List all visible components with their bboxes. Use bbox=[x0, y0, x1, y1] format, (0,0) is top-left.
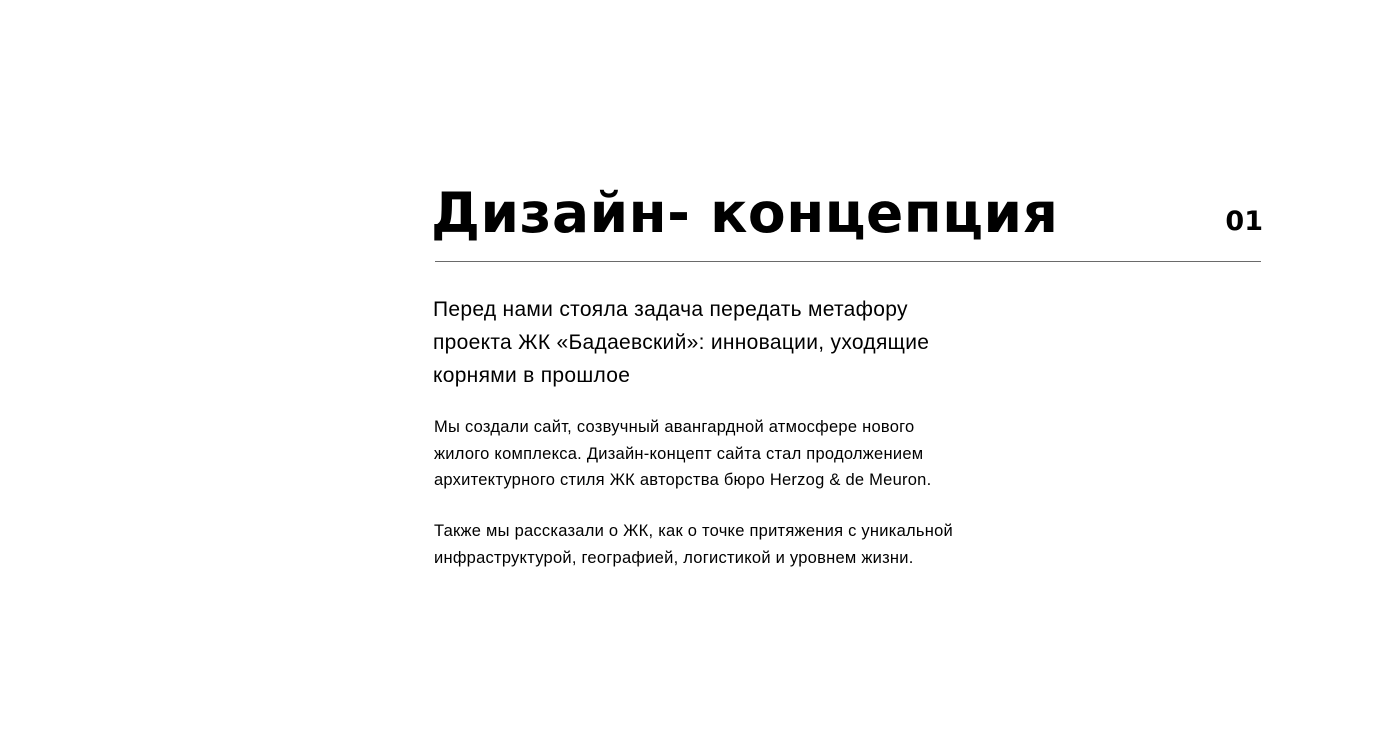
paragraph-line: Также мы рассказали о ЖК, как о точке притяжения с уникальной bbox=[434, 522, 953, 540]
paragraph-line: архитектурного стиля ЖК авторства бюро Herzog & de Meuron. bbox=[434, 471, 932, 489]
lead-line: корнями в прошлое bbox=[433, 364, 631, 387]
lead-line: Перед нами стояла задача передать метафору bbox=[433, 298, 908, 321]
title-divider bbox=[435, 261, 1261, 262]
design-concept-section bbox=[433, 0, 1263, 733]
lead-paragraph bbox=[433, 293, 993, 392]
paragraph-line: жилого комплекса. Дизайн-концепт сайта стал продолжением bbox=[434, 444, 924, 463]
section-title: Дизайн- концепция bbox=[431, 181, 1059, 245]
section-number: 01 bbox=[1225, 206, 1263, 237]
paragraph-line: инфраструктурой, географией, логистикой и уровнем жизни. bbox=[434, 548, 914, 567]
body-paragraph-1 bbox=[434, 414, 994, 494]
body-paragraph-2 bbox=[434, 518, 994, 571]
paragraph-line: Мы создали сайт, созвучный авангардной атмосфере нового bbox=[434, 418, 915, 436]
lead-line: проекта ЖК «Бадаевский»: инновации, уходящие bbox=[433, 331, 930, 354]
